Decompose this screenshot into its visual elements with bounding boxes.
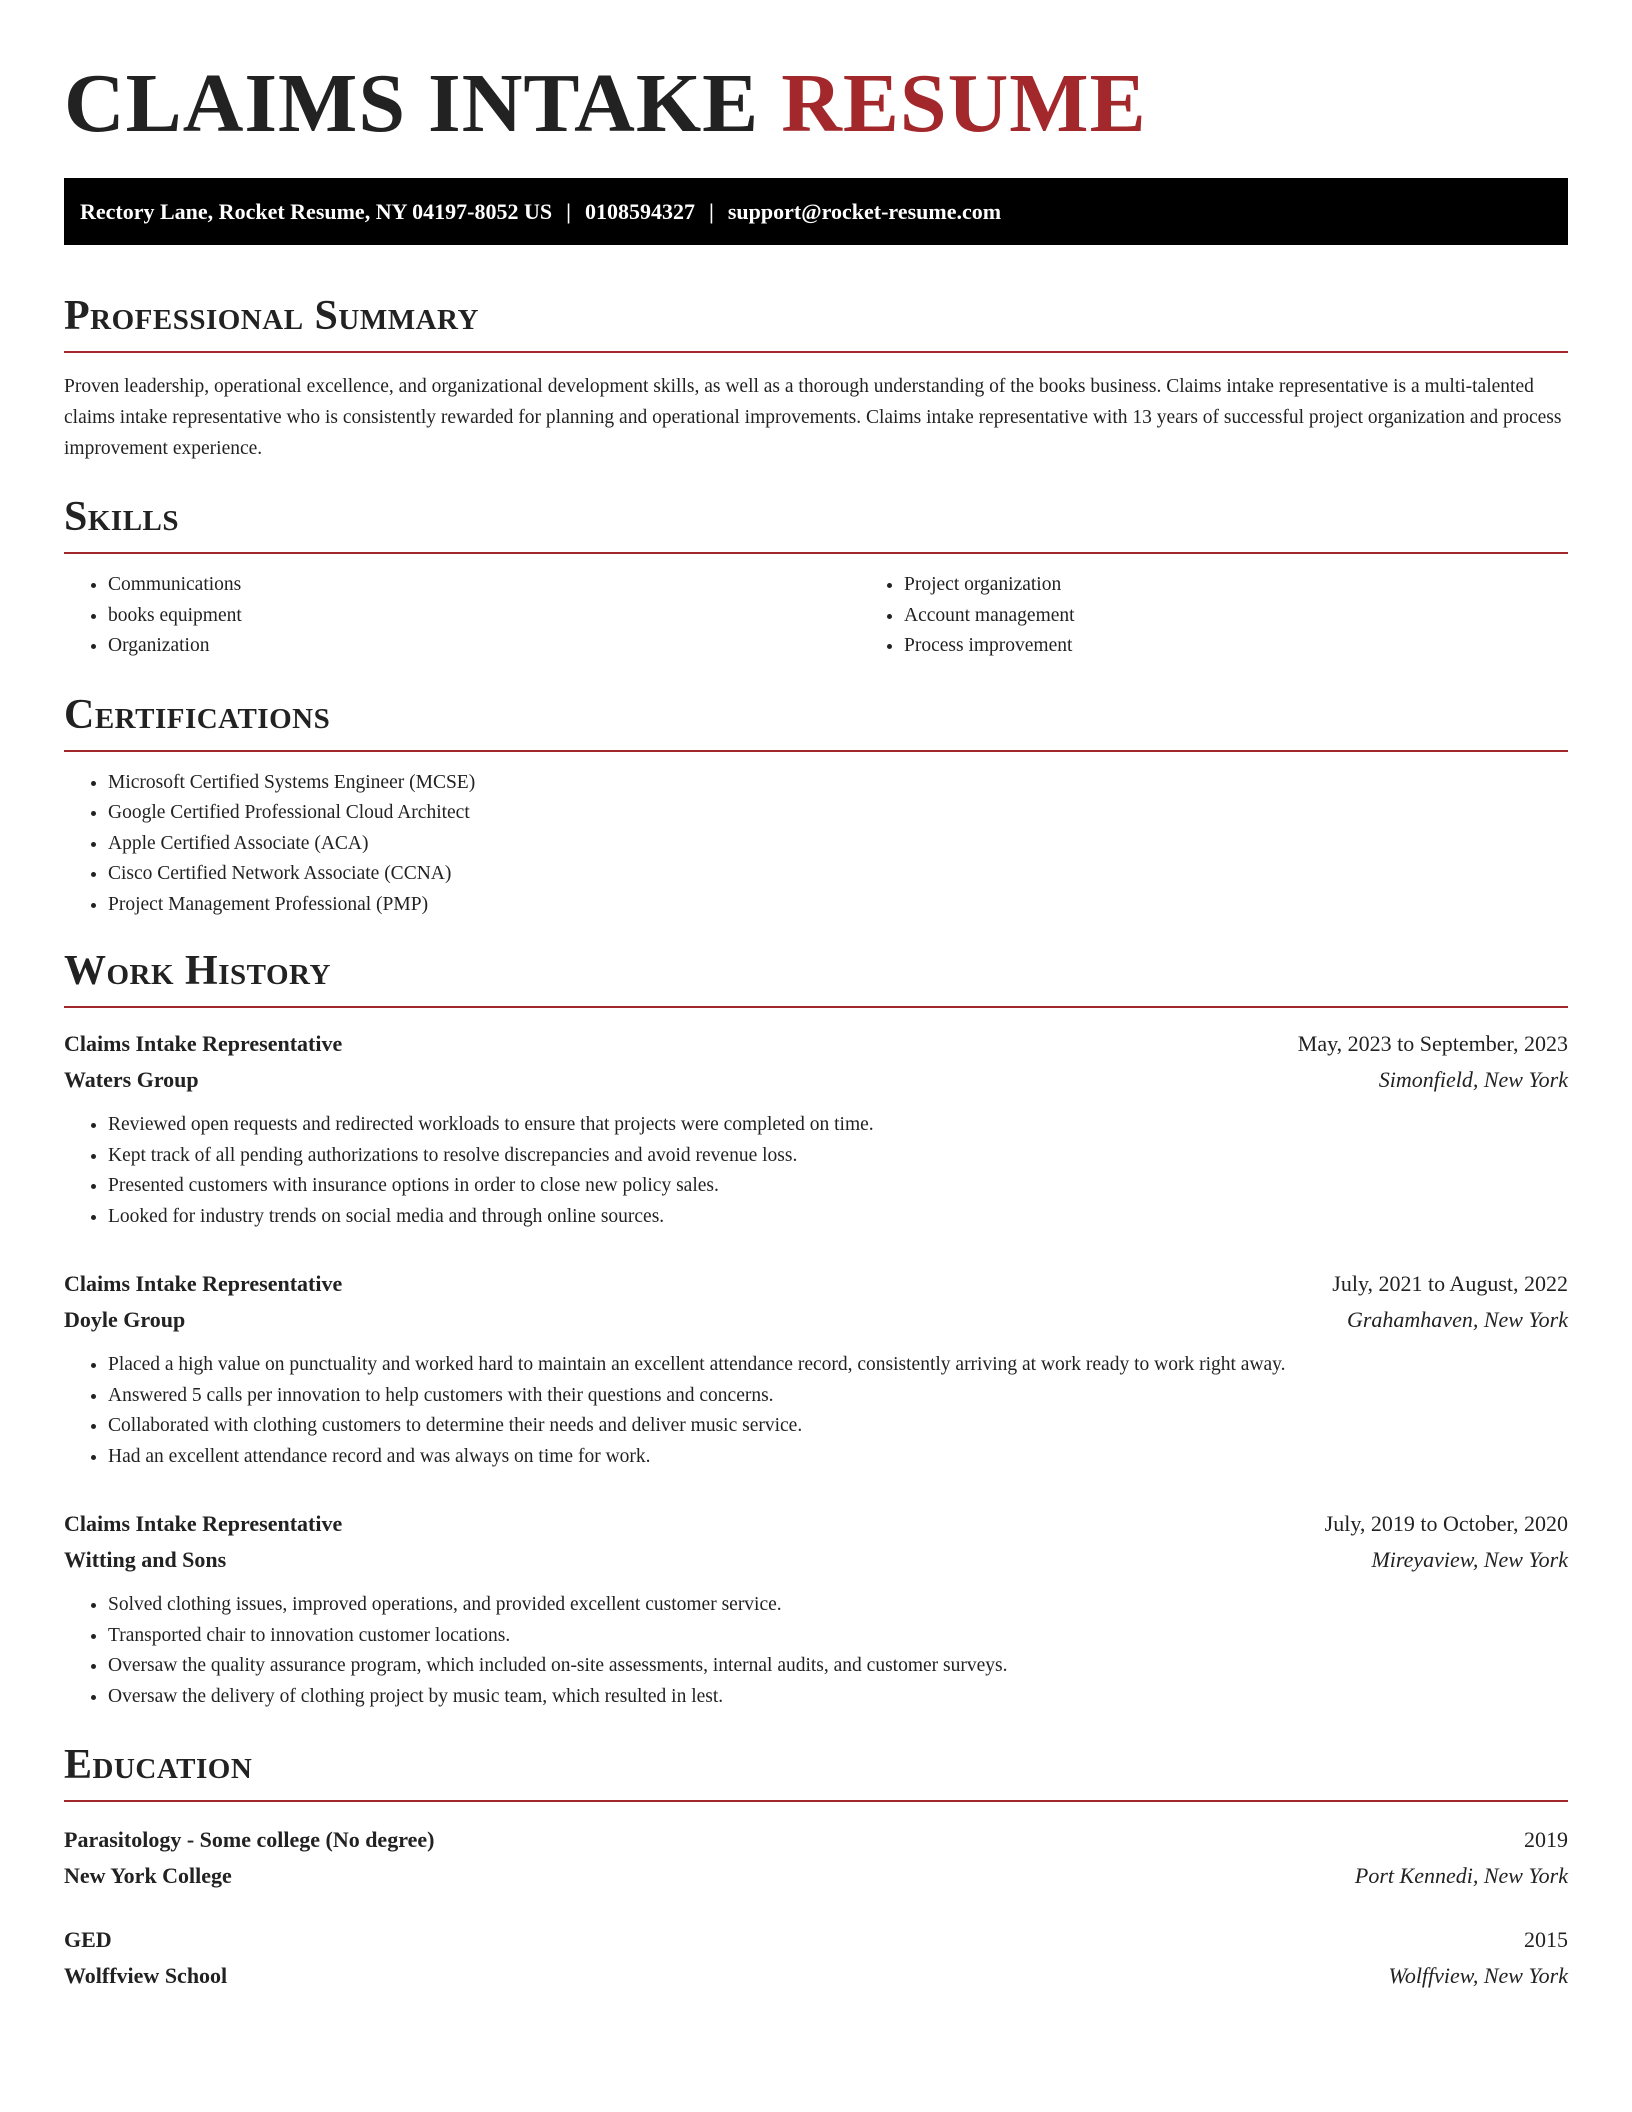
education-degree: Parasitology - Some college (No degree): [64, 1827, 435, 1852]
education-heading: Education: [64, 1740, 1568, 1802]
title-main: CLAIMS INTAKE: [64, 57, 760, 150]
job-bullet: • Oversaw the quality assurance program, which included on-site assessments, internal audits, and customer surveys.: [108, 1651, 1568, 1682]
job-company-row: [64, 1062, 1568, 1098]
job-bullet: • Looked for industry trends on social media and through online sources.: [108, 1202, 1568, 1233]
skill-item: • Project organization: [904, 570, 1632, 601]
skill-item: • Account management: [904, 601, 1632, 632]
job-bullet: • Kept track of all pending authorizations to resolve discrepancies and avoid revenue loss.: [108, 1141, 1568, 1172]
education-school-row: [64, 1958, 1568, 1994]
contact-separator: |: [708, 198, 714, 224]
contact-bar: [64, 178, 1568, 245]
job-bullet: • Solved clothing issues, improved operations, and provided excellent customer service.: [108, 1590, 1568, 1621]
job-location: Grahamhaven, New York: [1346, 1307, 1568, 1332]
summary-text: Proven leadership, operational excellence, and organizational development skills, as well as a thorough understanding of the books business. Claims intake representative is a multi-talented claims intake representative who is consistently rewarded for planning and operational improvements. Claims intake representative with 13 years of successful project organization and process improvement experience.: [64, 376, 1562, 459]
job-bullet: • Placed a high value on punctuality and worked hard to maintain an excellent attendance record, consistently arriving at work ready to work right away.: [108, 1350, 1568, 1381]
job-title: Claims Intake Representative: [64, 1511, 343, 1536]
job-location: Simonfield, New York: [1378, 1067, 1568, 1092]
skill-item: • books equipment: [108, 601, 860, 632]
job-company: Doyle Group: [64, 1307, 186, 1332]
job-title: Claims Intake Representative: [64, 1271, 343, 1296]
education-entry: [64, 1822, 1568, 1894]
title-accent: RESUME: [781, 57, 1147, 150]
skills-heading: Skills: [64, 492, 1568, 554]
job-company-row: [64, 1542, 1568, 1578]
job-bullet: • Presented customers with insurance options in order to close new policy sales.: [108, 1171, 1568, 1202]
job-dates: July, 2019 to October, 2020: [1324, 1511, 1568, 1536]
job-company: Witting and Sons: [64, 1547, 227, 1572]
certifications-list: [64, 768, 1568, 921]
skill-item: • Process improvement: [904, 631, 1632, 662]
contact-phone: 0108594327: [584, 198, 695, 224]
contact-email: support@rocket-resume.com: [727, 198, 1002, 224]
certification-item: • Microsoft Certified Systems Engineer (MCSE): [108, 768, 1568, 799]
job-entry: [64, 1266, 1568, 1472]
job-bullet: • Reviewed open requests and redirected workloads to ensure that projects were completed on time.: [108, 1110, 1568, 1141]
job-dates: July, 2021 to August, 2022: [1332, 1271, 1568, 1296]
resume-title: [64, 0, 1568, 150]
education-degree-row: [64, 1822, 1568, 1858]
skills-list-left: [64, 570, 860, 662]
education-entry: [64, 1922, 1568, 1994]
job-entry: [64, 1026, 1568, 1232]
job-company: Waters Group: [64, 1067, 199, 1092]
skill-item: • Communications: [108, 570, 860, 601]
work-history-heading: Work History: [64, 946, 1568, 1008]
education-degree: GED: [64, 1927, 112, 1952]
job-bullet: • Collaborated with clothing customers to determine their needs and deliver music service.: [108, 1411, 1568, 1442]
skill-item: • Organization: [108, 631, 860, 662]
job-bullets: [64, 1350, 1568, 1472]
certification-item: • Project Management Professional (PMP): [108, 890, 1568, 921]
job-bullets: [64, 1590, 1568, 1712]
job-bullet: • Oversaw the delivery of clothing project by music team, which resulted in lest.: [108, 1682, 1568, 1713]
job-bullet: • Transported chair to innovation customer locations.: [108, 1621, 1568, 1652]
job-header-row: [64, 1026, 1568, 1062]
job-bullet: • Answered 5 calls per innovation to help customers with their questions and concerns.: [108, 1381, 1568, 1412]
job-location: Mireyaview, New York: [1371, 1547, 1568, 1572]
education-location: Wolffview, New York: [1388, 1963, 1568, 1988]
education-degree-row: [64, 1922, 1568, 1958]
education-school: New York College: [64, 1863, 232, 1888]
skills-list-right: [860, 570, 1632, 662]
job-company-row: [64, 1302, 1568, 1338]
contact-address: Rectory Lane, Rocket Resume, NY 04197-8052 US: [80, 198, 553, 224]
job-header-row: [64, 1506, 1568, 1542]
certification-item: • Google Certified Professional Cloud Architect: [108, 798, 1568, 829]
education-school: Wolffview School: [64, 1963, 228, 1988]
job-bullets: [64, 1110, 1568, 1232]
summary-heading: Professional Summary: [64, 291, 1568, 353]
education-year: 2019: [1524, 1827, 1568, 1852]
education-year: 2015: [1524, 1927, 1568, 1952]
contact-separator: |: [566, 198, 571, 224]
education-school-row: [64, 1858, 1568, 1894]
certification-item: • Apple Certified Associate (ACA): [108, 829, 1568, 860]
job-entry: [64, 1506, 1568, 1712]
education-location: Port Kennedi, New York: [1354, 1863, 1568, 1888]
certification-item: • Cisco Certified Network Associate (CCNA): [108, 859, 1568, 890]
job-title: Claims Intake Representative: [64, 1031, 343, 1056]
job-header-row: [64, 1266, 1568, 1302]
job-dates: May, 2023 to September, 2023: [1297, 1031, 1568, 1056]
certifications-heading: Certifications: [64, 690, 1568, 752]
skills-columns: [64, 554, 1568, 662]
job-bullet: • Had an excellent attendance record and was always on time for work.: [108, 1442, 1568, 1473]
